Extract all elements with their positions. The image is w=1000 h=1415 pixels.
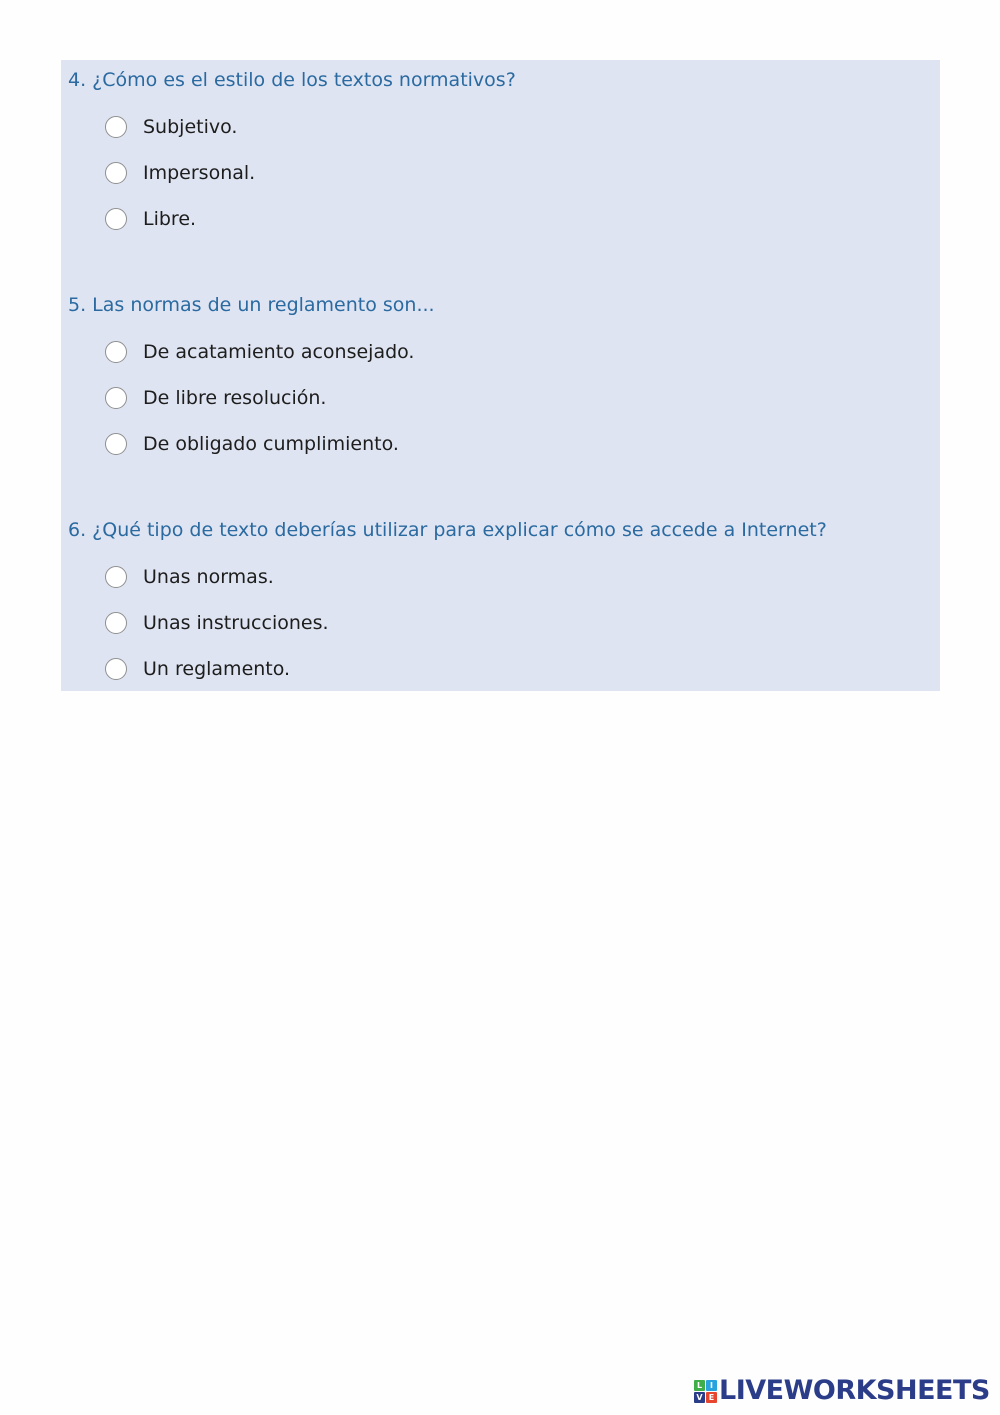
question-6-option-instrucciones[interactable] xyxy=(105,610,329,636)
radio-button[interactable] xyxy=(105,658,127,680)
question-6-text: 6. ¿Qué tipo de texto deberías utilizar para explicar cómo se accede a Internet? xyxy=(68,519,827,541)
option-label: Impersonal. xyxy=(143,162,256,184)
radio-button[interactable] xyxy=(105,433,127,455)
option-label: De acatamiento aconsejado. xyxy=(143,341,415,363)
brand-name: LIVEWORKSHEETS xyxy=(719,1375,990,1406)
liveworksheets-brand xyxy=(694,1377,990,1405)
radio-button[interactable] xyxy=(105,116,127,138)
radio-button[interactable] xyxy=(105,208,127,230)
question-4-option-subjetivo[interactable] xyxy=(105,114,237,140)
radio-button[interactable] xyxy=(105,566,127,588)
question-4-option-libre[interactable] xyxy=(105,206,196,232)
option-label: Subjetivo. xyxy=(143,116,238,138)
question-5-option-acatamiento[interactable] xyxy=(105,339,414,365)
logo-letter: E xyxy=(706,1392,717,1403)
option-label: De obligado cumplimiento. xyxy=(143,433,399,455)
option-label: Libre. xyxy=(143,208,197,230)
question-5-text: 5. Las normas de un reglamento son... xyxy=(68,294,435,316)
radio-button[interactable] xyxy=(105,162,127,184)
radio-button[interactable] xyxy=(105,387,127,409)
option-label: Unas normas. xyxy=(143,566,274,588)
question-4-option-impersonal[interactable] xyxy=(105,160,255,186)
radio-button[interactable] xyxy=(105,612,127,634)
question-5-option-obligado[interactable] xyxy=(105,431,399,457)
liveworksheets-logo-icon xyxy=(694,1380,717,1403)
question-6-option-reglamento[interactable] xyxy=(105,656,290,682)
radio-button[interactable] xyxy=(105,341,127,363)
question-5-option-libre-resolucion[interactable] xyxy=(105,385,326,411)
logo-letter: L xyxy=(694,1380,705,1391)
question-6-option-normas[interactable] xyxy=(105,564,274,590)
logo-letter: I xyxy=(706,1380,717,1391)
option-label: Unas instrucciones. xyxy=(143,612,329,634)
option-label: Un reglamento. xyxy=(143,658,291,680)
question-4-text: 4. ¿Cómo es el estilo de los textos normativos? xyxy=(68,69,516,91)
quiz-panel xyxy=(61,60,940,691)
logo-letter: V xyxy=(694,1392,705,1403)
option-label: De libre resolución. xyxy=(143,387,327,409)
